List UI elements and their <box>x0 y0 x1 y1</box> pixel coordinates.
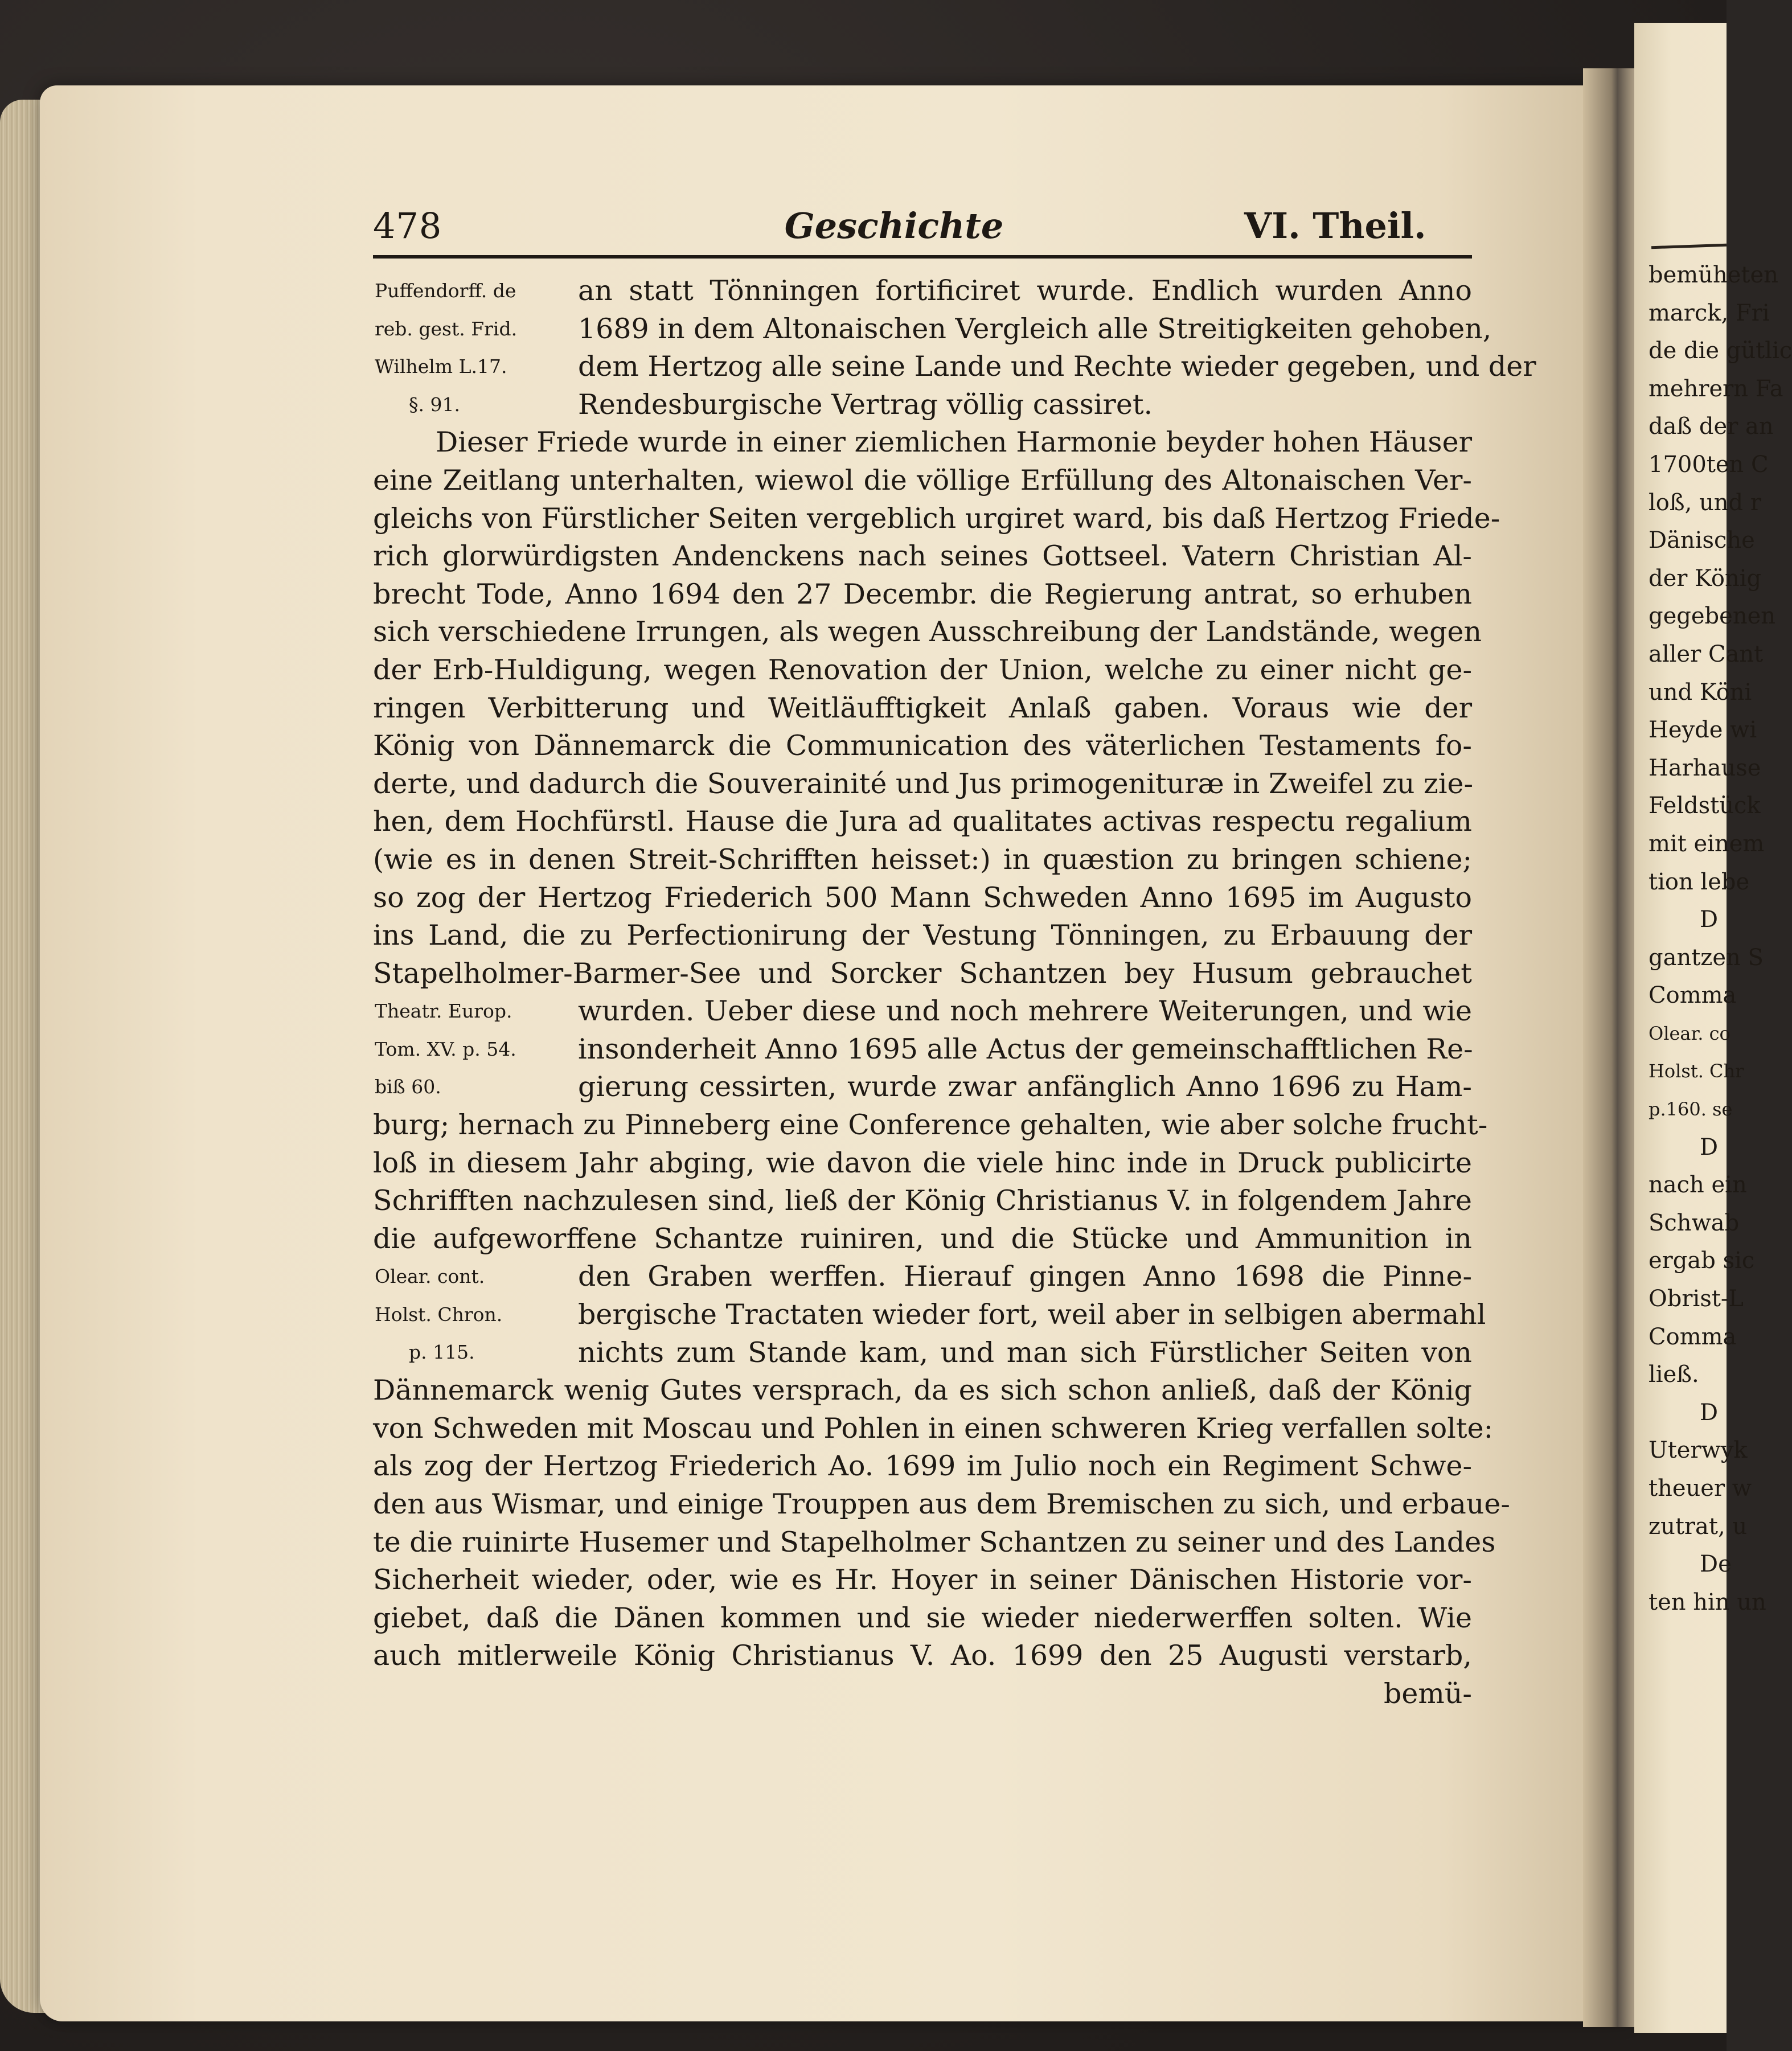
text-line: Dieser Friede wurde in einer ziemlichen Harmonie beyder hohen Häuser <box>436 426 1472 459</box>
facing-line: de die gütlic <box>1649 338 1792 364</box>
facing-line: p.160. se <box>1649 1098 1733 1121</box>
facing-line: loß, und r <box>1649 489 1761 516</box>
facing-line: zutrat, u <box>1649 1513 1748 1540</box>
text-line: ringen Verbitterung und Weitläufftigkeit Anlaß gaben. Voraus wie der <box>373 691 1472 724</box>
text-line: te die ruinirte Husemer und Stapelholmer Schantzen zu seiner und des Landes <box>373 1525 1496 1558</box>
text-line: gleichs von Fürstlicher Seiten vergeblich urgiret ward, bis daß Hertzog Friede- <box>373 502 1500 535</box>
facing-line: gantzen S <box>1649 944 1764 971</box>
facing-line: aller Cant <box>1649 641 1764 667</box>
text-line: Schrifften nachzulesen sind, ließ der König Christianus V. in folgendem Jahre <box>373 1184 1472 1217</box>
text-line: eine Zeitlang unterhalten, wiewol die völlige Erfüllung des Altonaischen Ver- <box>373 463 1472 497</box>
text-line: loß in diesem Jahr abging, wie davon die viele hinc inde in Druck publicirte <box>373 1146 1472 1179</box>
facing-line: ergab sic <box>1649 1248 1755 1274</box>
header-rule <box>373 255 1472 259</box>
marginal-note-line: Theatr. Europ. <box>375 1000 512 1022</box>
marginal-note-line: Tom. XV. p. 54. <box>375 1037 516 1060</box>
facing-line: tion lebe <box>1649 868 1750 895</box>
text-line: ins Land, die zu Perfectionirung der Vestung Tönningen, zu Erbauung der <box>373 919 1472 952</box>
text-line: nichts zum Stande kam, und man sich Fürstlicher Seiten von <box>578 1336 1472 1369</box>
facing-line: 1700ten C <box>1649 451 1769 478</box>
text-line: hen, dem Hochfürstl. Hause die Jura ad qualitates activas respectu regalium <box>373 805 1472 838</box>
text-line: wurden. Ueber diese und noch mehrere Weiterungen, und wie <box>578 995 1472 1028</box>
text-line: burg; hernach zu Pinneberg eine Conference gehalten, wie aber solche frucht- <box>373 1109 1488 1142</box>
facing-line: Comma <box>1649 982 1737 1009</box>
facing-line: Holst. Chr <box>1649 1060 1744 1082</box>
facing-line: bemüheten <box>1649 262 1778 288</box>
running-title: Geschichte <box>784 205 1004 247</box>
catchword: bemü- <box>1384 1677 1472 1710</box>
marginal-note-line: Olear. cont. <box>375 1265 485 1287</box>
facing-line: der König <box>1649 565 1762 592</box>
text-line: (wie es in denen Streit-Schrifften heisset:) in quæstion zu bringen schiene; <box>373 843 1472 876</box>
facing-line: ten hin un <box>1649 1589 1766 1615</box>
text-line: als zog der Hertzog Friederich Ao. 1699 im Julio noch ein Regiment Schwe- <box>373 1450 1472 1483</box>
text-line: den Graben werffen. Hierauf gingen Anno 1698 die Pinne- <box>578 1260 1472 1293</box>
marginal-note-line: p. 115. <box>409 1341 475 1364</box>
text-line: sich verschiedene Irrungen, als wegen Ausschreibung der Landstände, wegen <box>373 616 1482 649</box>
marginal-note-line: Puffendorff. de <box>375 280 516 302</box>
facing-line: theuer w <box>1649 1475 1752 1502</box>
text-line: die aufgeworffene Schantze ruiniren, und die Stücke und Ammunition in <box>373 1222 1472 1255</box>
text-line: von Schweden mit Moscau und Pohlen in einen schweren Krieg verfallen solte: <box>373 1412 1494 1445</box>
marginal-note-line: Holst. Chron. <box>375 1303 503 1326</box>
text-line: insonderheit Anno 1695 alle Actus der gemeinschafftlichen Re- <box>578 1032 1473 1065</box>
text-line: 1689 in dem Altonaischen Vergleich alle Streitigkeiten gehoben, <box>578 312 1492 345</box>
facing-line: nach ein <box>1649 1172 1747 1199</box>
facing-page-text <box>1649 256 1792 1621</box>
text-line: giebet, daß die Dänen kommen und sie wieder niederwerffen solten. Wie <box>373 1601 1472 1634</box>
text-line: Sicherheit wieder, oder, wie es Hr. Hoyer in seiner Dänischen Historie vor- <box>373 1564 1472 1597</box>
text-line: an statt Tönningen fortificiret wurde. Endlich wurden Anno <box>578 274 1472 307</box>
marginal-note-line: biß 60. <box>375 1076 441 1098</box>
facing-line: Feldstück <box>1649 793 1761 819</box>
facing-line: D <box>1700 1399 1719 1426</box>
text-line: Stapelholmer-Barmer-See und Sorcker Schantzen bey Husum gebrauchet <box>373 957 1472 990</box>
marginal-note-line: Wilhelm L.17. <box>375 355 507 378</box>
text-line: dem Hertzog alle seine Lande und Rechte wieder gegeben, und der <box>578 350 1536 383</box>
text-line: rich glorwürdigsten Andenckens nach seines Gottseel. Vatern Christian Al- <box>373 540 1472 573</box>
facing-line: D <box>1700 906 1719 933</box>
text-line: brecht Tode, Anno 1694 den 27 Decembr. die Regierung antrat, so erhuben <box>373 577 1472 610</box>
facing-line: Schwab <box>1649 1209 1740 1236</box>
facing-line: D <box>1700 1134 1719 1160</box>
text-line: gierung cessirten, wurde zwar anfänglich Anno 1696 zu Ham- <box>578 1070 1472 1104</box>
body-text <box>373 272 1536 1713</box>
text-line: so zog der Hertzog Friederich 500 Mann Schweden Anno 1695 im Augusto <box>373 881 1472 914</box>
text-line: König von Dännemarck die Communication des väterlichen Testaments fo- <box>373 729 1472 762</box>
facing-line: mehrern Fa <box>1649 375 1783 402</box>
facing-line: Olear. co <box>1649 1022 1731 1044</box>
text-line: den aus Wismar, und einige Trouppen aus dem Bremischen zu sich, und erbaue- <box>373 1488 1510 1520</box>
text-line: der Erb-Huldigung, wegen Renovation der Union, welche zu einer nicht ge- <box>373 653 1472 686</box>
part-label: VI. Theil. <box>1244 205 1426 247</box>
facing-line: Comma <box>1649 1323 1737 1350</box>
facing-line: Uterwyk <box>1649 1437 1748 1464</box>
facing-line: Obrist-L <box>1649 1286 1744 1312</box>
text-line: auch mitlerweile König Christianus V. Ao. 1699 den 25 Augusti verstarb, <box>373 1639 1472 1672</box>
facing-line: gegebenen <box>1649 603 1776 630</box>
facing-line: Heyde wi <box>1649 717 1757 744</box>
text-line: Dännemarck wenig Gutes versprach, da es sich schon anließ, daß der König <box>373 1374 1472 1407</box>
facing-line: marck, Fri <box>1649 300 1770 326</box>
marginal-note-line: reb. gest. Frid. <box>375 317 518 340</box>
facing-line: ließ. <box>1649 1361 1699 1388</box>
facing-line: Harhause <box>1649 754 1761 781</box>
facing-line: Dänische <box>1649 527 1755 554</box>
facing-line: daß der an <box>1649 413 1774 440</box>
text-line: Rendesburgische Vertrag völlig cassiret. <box>578 388 1153 421</box>
facing-line: De <box>1700 1551 1732 1578</box>
marginal-note-line: §. 91. <box>409 393 460 416</box>
facing-line: mit einem <box>1649 830 1765 857</box>
text-line: bergische Tractaten wieder fort, weil aber in selbigen abermahl <box>578 1298 1486 1331</box>
page-number: 478 <box>373 205 442 247</box>
facing-line: und Köni <box>1649 679 1752 705</box>
text-line: derte, und dadurch die Souverainité und Jus primogenituræ in Zweifel zu zie- <box>373 767 1474 800</box>
